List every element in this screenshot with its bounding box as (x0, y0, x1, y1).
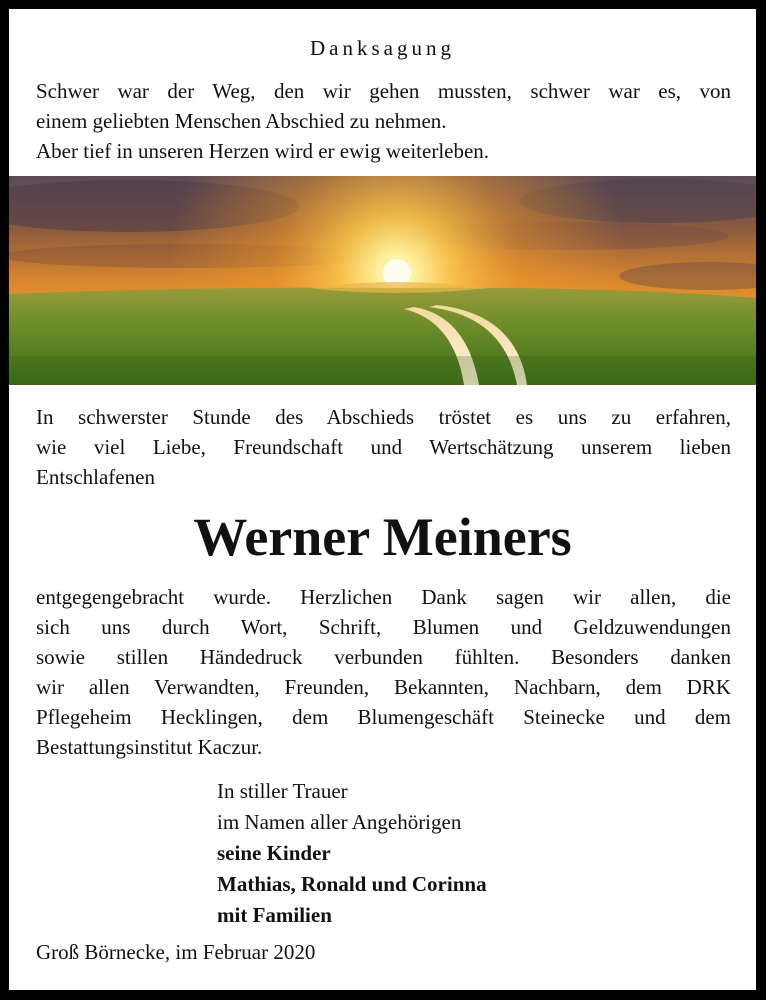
deceased-name: Werner Meiners (193, 507, 572, 567)
place-date: Groß Börnecke, im Februar 2020 (36, 940, 316, 964)
heading: Danksagung (310, 36, 455, 60)
middle-line: In schwerster Stunde des Abschieds tröstet es uns zu erfahren, (36, 405, 731, 429)
intro-line: Aber tief in unseren Herzen wird er ewig weiterleben. (36, 139, 490, 163)
intro-line: Schwer war der Weg, den wir gehen mussten, schwer war es, von (36, 79, 731, 103)
intro-text (36, 76, 731, 166)
signature-line: Mathias, Ronald und Corinna (217, 872, 487, 896)
intro-line: einem geliebten Menschen Abschied zu nehmen. (36, 109, 447, 133)
middle-line: Entschlafenen (36, 465, 155, 489)
closing-line: Pflegeheim Hecklingen, dem Blumengeschäft Steinecke und dem (36, 705, 731, 729)
obituary-card (9, 9, 756, 990)
closing-line: sich uns durch Wort, Schrift, Blumen und Geldzuwendungen (36, 615, 731, 639)
sunset-field-image (9, 176, 756, 385)
closing-line: wir allen Verwandten, Freunden, Bekannten, Nachbarn, dem DRK (36, 675, 731, 699)
signature-line: seine Kinder (217, 841, 331, 865)
closing-line: entgegengebracht wurde. Herzlichen Dank sagen wir allen, die (36, 585, 731, 609)
middle-line: wie viel Liebe, Freundschaft und Wertschätzung unserem lieben (36, 435, 731, 459)
closing-line: Bestattungsinstitut Kaczur. (36, 735, 263, 759)
signature-line: In stiller Trauer (217, 779, 348, 803)
middle-text (36, 402, 731, 492)
signature-line: mit Familien (217, 903, 332, 927)
closing-line: sowie stillen Händedruck verbunden fühlten. Besonders danken (36, 645, 731, 669)
closing-text (36, 582, 731, 762)
signature-block (217, 776, 487, 931)
signature-line: im Namen aller Angehörigen (217, 810, 462, 834)
